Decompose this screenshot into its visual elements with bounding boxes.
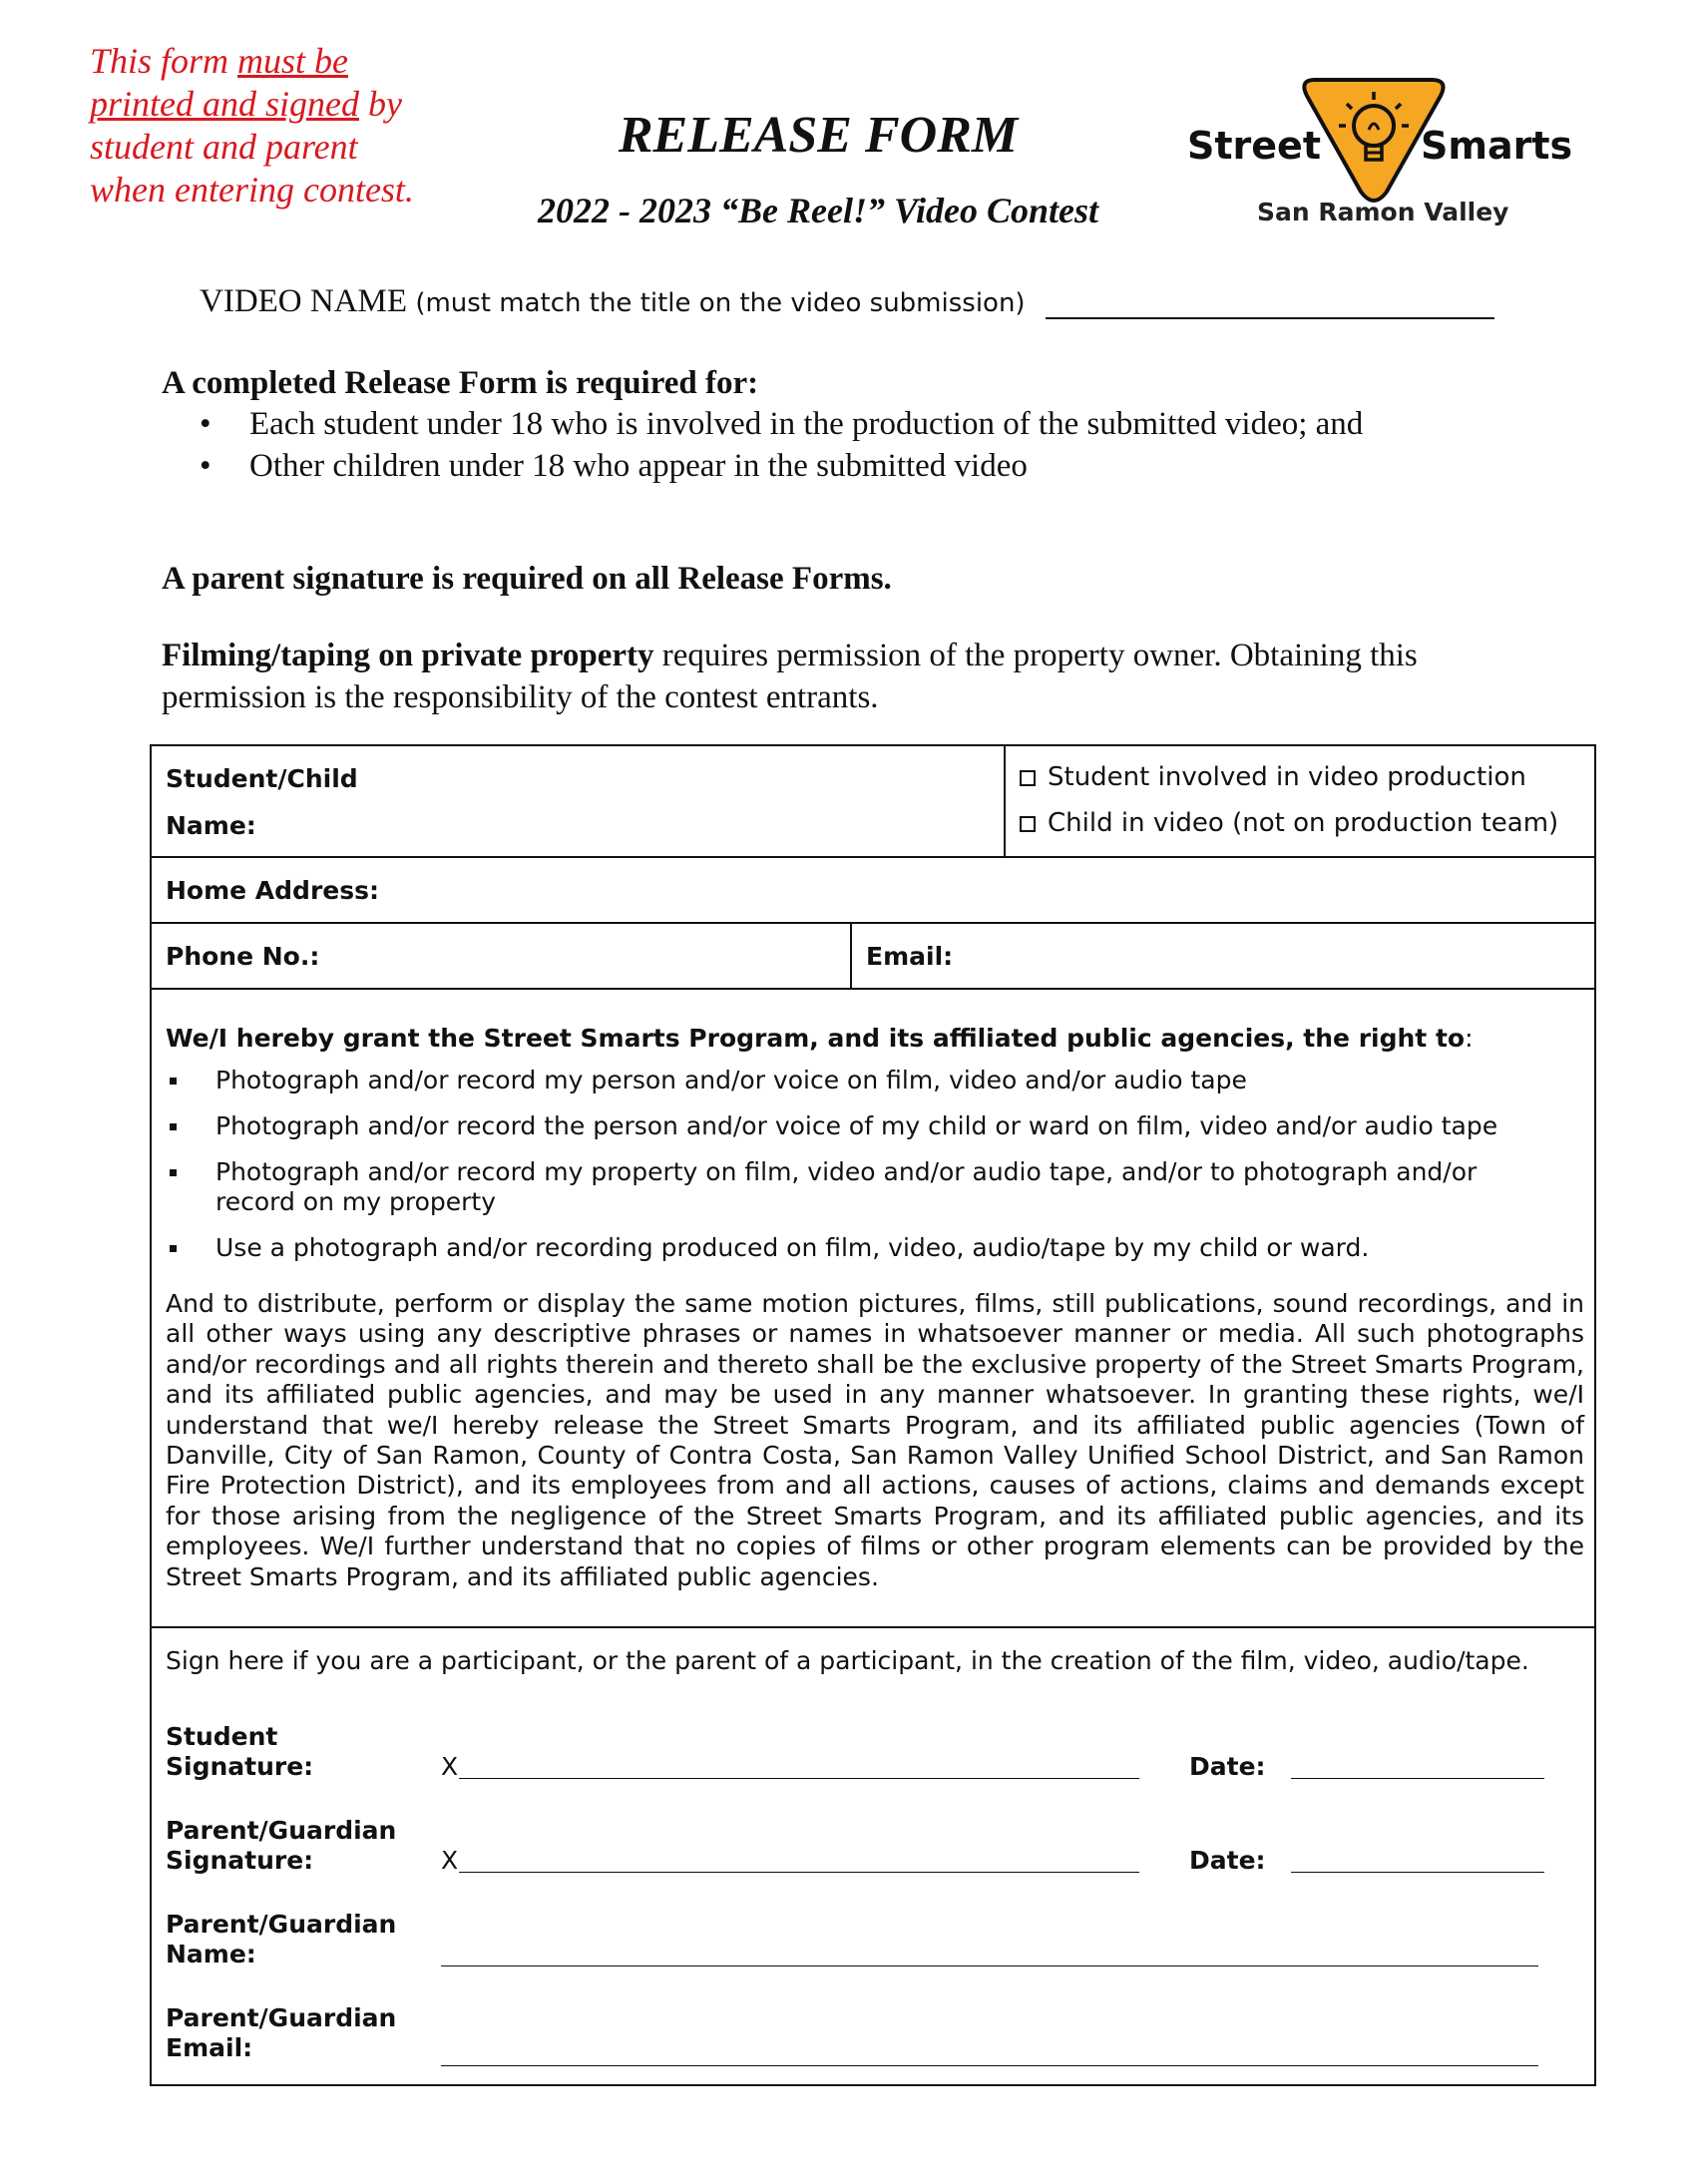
parent-signature-field[interactable] — [459, 1872, 1139, 1873]
home-address-label: Home Address: — [166, 876, 379, 905]
student-date-field[interactable] — [1291, 1778, 1544, 1779]
option-child-in-video[interactable]: Child in video (not on production team) — [1020, 808, 1558, 838]
divider — [152, 988, 1594, 990]
notice-text: when entering contest. — [90, 170, 414, 210]
grant-heading: We/I hereby grant the Street Smarts Program, and its affiliated public agencies, the right to: — [166, 1024, 1474, 1053]
notice-text: by — [358, 84, 402, 124]
option-student-involved[interactable]: Student involved in video production — [1020, 762, 1526, 792]
parent-date-field[interactable] — [1291, 1872, 1544, 1873]
logo-right-word: Smarts — [1421, 124, 1573, 168]
divider — [152, 1626, 1594, 1628]
list-item: Photograph and/or record the person and/or voice of my child or ward on film, video and/or audio tape — [166, 1111, 1562, 1141]
video-name-field[interactable] — [1046, 317, 1494, 319]
divider — [152, 922, 1594, 924]
video-name-row — [200, 283, 1026, 320]
page-title: RELEASE FORM — [618, 107, 1019, 164]
logo-tagline: San Ramon Valley — [1257, 198, 1509, 226]
list-item: • Other children under 18 who appear in the submitted video — [200, 445, 1477, 487]
signature-x-mark: X — [441, 1752, 459, 1781]
student-signature-field[interactable] — [459, 1778, 1139, 1779]
parent-email-field[interactable] — [441, 2065, 1538, 2066]
notice-text: student and parent — [90, 127, 358, 167]
student-date-label: Date: — [1189, 1752, 1266, 1781]
divider — [1004, 746, 1006, 856]
email-label: Email: — [866, 942, 954, 971]
parent-signature-requirement: A parent signature is required on all Release Forms. — [162, 561, 892, 597]
list-item: Photograph and/or record my person and/or voice on film, video and/or audio tape — [166, 1066, 1562, 1095]
checkbox-child-in-video[interactable] — [1020, 816, 1036, 832]
logo-left-word: Street — [1187, 124, 1321, 168]
parent-date-label: Date: — [1189, 1846, 1266, 1875]
grant-rights-list — [166, 1066, 1562, 1279]
notice-emphasis: must be — [237, 41, 349, 81]
video-name-label: VIDEO NAME — [200, 283, 408, 319]
sign-here-instruction: Sign here if you are a participant, or the parent of a participant, in the creation of the film, video, audio/tape. — [166, 1646, 1529, 1675]
form-instructions-notice — [90, 40, 489, 212]
list-item: Use a photograph and/or recording produced on film, video, audio/tape by my child or ward. — [166, 1233, 1562, 1263]
student-name-label: Name: — [166, 811, 256, 840]
notice-text: This form — [90, 41, 238, 81]
parent-signature-label: Parent/Guardian Signature: — [166, 1816, 397, 1875]
notice-emphasis: printed and signed — [90, 84, 359, 124]
page-subtitle: 2022 - 2023 “Be Reel!” Video Contest — [538, 191, 1098, 230]
phone-label: Phone No.: — [166, 942, 320, 971]
filming-notice-bold: Filming/taping on private property — [162, 638, 654, 673]
requirements-list — [200, 403, 1477, 487]
divider — [850, 922, 852, 988]
street-smarts-logo — [1187, 74, 1586, 243]
checkbox-student-involved[interactable] — [1020, 770, 1036, 786]
signature-x-mark: X — [441, 1846, 459, 1875]
filming-notice — [162, 635, 1558, 718]
video-name-note: (must match the title on the video submission) — [415, 288, 1026, 318]
student-child-label: Student/Child — [166, 764, 358, 793]
list-item: Photograph and/or record my property on film, video and/or audio tape, and/or to photograph and/or record on my property — [166, 1157, 1512, 1217]
list-item: • Each student under 18 who is involved in the production of the submitted video; and — [200, 403, 1477, 445]
divider — [152, 856, 1594, 858]
legal-release-text: And to distribute, perform or display the same motion pictures, films, still publications, sound recordings, and in all other ways using any descriptive phrases or names in whatsoever manner or media. All such photographs and/or recordings and all rights therein and thereto shall be the exclusive property of the Street Smarts Program, and its affiliated public agencies, and may be used in any manner whatsoever. In granting these rights, we/I understand that we/I hereby release the Street Smarts Program, and its affiliated public agencies (Town of Danville, City of San Ramon, County of Contra Costa, San Ramon Valley Unified School District, and San Ramon Fire Protection District), and its employees from and all actions, causes of actions, claims and demands except for those arising from the negligence of the Street Smarts Program, and its affiliated public agencies, and its employees. We/I further understand that no copies of films or other program elements can be provided by the Street Smarts Program, and its affiliated public agencies. — [166, 1289, 1584, 1591]
parent-email-label: Parent/Guardian Email: — [166, 2003, 397, 2062]
release-form-table — [150, 744, 1596, 2086]
parent-name-label: Parent/Guardian Name: — [166, 1910, 397, 1968]
filming-notice-text: requires permission of the property owner. Obtaining this permission is the responsibility of the contest entrants. — [162, 638, 1418, 715]
requirements-heading: A completed Release Form is required for: — [162, 365, 759, 401]
student-signature-label: Student Signature: — [166, 1722, 314, 1781]
